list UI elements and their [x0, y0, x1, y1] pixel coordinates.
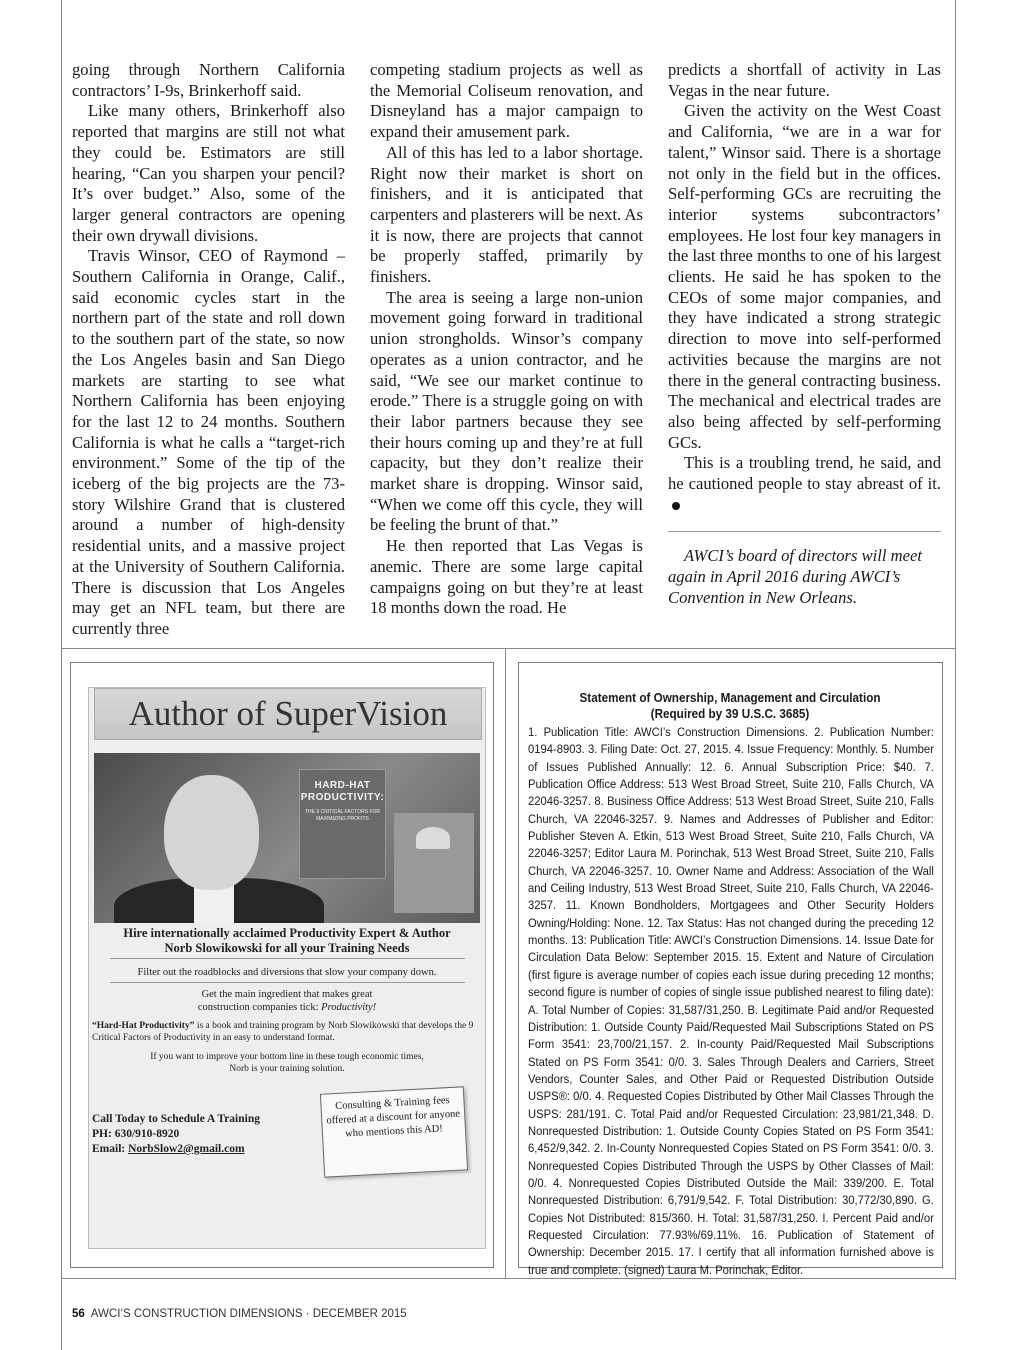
ad-hardhat-bold: “Hard-Hat Productivity”: [92, 1021, 195, 1031]
ad-improve-line2: Norb is your training solution.: [229, 1064, 345, 1074]
ad-filter-text: Filter out the roadblocks and diversions that slow your company down.: [137, 967, 437, 978]
paragraph: Given the activity on the West Coast and California, “we are in a war for talent,” Winsor said. There is a shortage not only in the field but in the offices. Self-performing GCs are recruiting the interior systems subcontractors’ employees. He lost four key managers in the last three months to one of his largest clients. He said he has spoken to the CEOs of some major companies, and they have indicated a strong strategic direction to move into self-performed activities because the margins are not there in the general contracting business. The mechanical and electrical trades are also being affected by self-performing GCs.: [668, 101, 941, 452]
page-footer: [72, 1308, 407, 1320]
ad-email: [92, 1142, 302, 1157]
article-column-1: [72, 60, 345, 640]
ad-phone: [92, 1127, 302, 1142]
ad-headline-line2: Norb Slowikowski for all your Training Needs: [164, 941, 410, 955]
paragraph: predicts a shortfall of activity in Las Vegas in the near future.: [668, 60, 941, 100]
paragraph-text: This is a troubling trend, he said, and he cautioned people to stay abreast of it.: [668, 453, 941, 494]
article-column-2: [370, 60, 643, 619]
ad-phone-label: PH:: [92, 1128, 112, 1140]
page-number: 56: [72, 1308, 85, 1320]
paragraph: going through Northern California contractors’ I-9s, Brinkerhoff said.: [72, 60, 345, 100]
closing-note: AWCI’s board of directors will meet again in April 2016 during AWCI’s Convention in New Orleans.: [668, 546, 922, 607]
ad-ingredient-emphasis: Productivity!: [321, 1002, 377, 1013]
book-cover: [299, 769, 386, 879]
statement-title: [550, 690, 910, 722]
author-photo-head: [164, 775, 259, 890]
ad-improve-text: [94, 1051, 480, 1075]
statement-body: 1. Publication Title: AWCI’s Construction Dimensions. 2. Publication Number: 0194-8903. 3. Filing Date: Oct. 27, 2015. 4. Issue Frequency: Monthly. 5. Number of Issues Published Annually: 12. 6. Annual Subscription Price: $40. 7. Publication Office Address: 513 West Broad Street, Suite 210, Falls Church, VA 22046-3257. 8. Business Office Address: 513 West Broad Street, Suite 210, Falls Church, VA 22046-3257. 9. Names and Addresses of Publisher and Editor: Publisher Steven A. Etkin, 513 West Broad Street, Suite 210, Falls Church, VA 22046-3257; Editor Laura M. Porinchak, 513 West Broad Street, Suite 210, Falls Church, VA 22046-3257. 10. Owner Name and Address: Association of the Wall and Ceiling Industry, 513 West Broad Street, Suite 210, Falls Church, VA 22046-3257. 11. Known Bondholders, Mortgagees and Other Security Holders Owning/Holding: None. 12. Tax Status: Has not changed during the preceding 12 months. 13: Publication Title: AWCI’s Construction Dimensions. 14. Issue Date for Circulation Data Below: September 2015. 15. Extent and Nature of Circulation (first figure is average number of copies each issue during preceding 12 months; second figure is number of copies of single issue published nearest to filing date): A. Total Number of Copies: 31,587/31,250. B. Legitimate Paid and/or Requested Distribution: 1. Outside County Paid/Requested Mail Subscriptions Stated on PS Form 3541: 23,700/21,157. 2. In-county Paid/Requested Mail Subscriptions Stated on PS Form 3541: 0/0. 3. Sales Through Dealers and Carriers, Street Vendors, Counter Sales, and Other Paid or Requested Distribution Outside USPS®: 0/0. 4. Requested Copies Distributed by Other Mail Classes Through the USPS: 281/191. C. Total Paid and/or Requested Circulation: 23,981/21,348. D. Nonrequested Distribution: 1. Outside County Copies Stated on PS Form 3541: 6,452/9,342. 2. In-County Nonrequested Copies Stated on PS Form 3541: 0/0. 3. Nonrequested Copies Distributed Through the USPS by Other Classes of Mail: 0/0. 4. Nonrequested Copies Distributed Outside the Mail: 339/200. E. Total Nonrequested Distribution: 6,791/9,542. F. Total Distribution: 30,772/30,890. G. Copies Not Distributed: 815/360. H. Total: 31,587/31,250. I. Percent Paid and/or Requested Circulation: 77.93%/69.11%. 16. Publication of Statement of Ownership: December 2015. 17. I certify that all information furnished above is true and complete. (signed) Laura M. Porinchak, Editor.: [528, 725, 934, 1277]
ad-discount-note: Consulting & Training fees offered at a discount for anyone who mentions this AD!: [320, 1086, 468, 1177]
ad-ingredient-line2-text: construction companies tick:: [197, 1002, 319, 1013]
ad-ingredient-line2: [94, 1001, 480, 1014]
article-column-3: [668, 60, 941, 609]
page-margin-line-right: [955, 0, 956, 1280]
ad-contact: [92, 1112, 302, 1157]
ad-photo: [94, 753, 480, 923]
paragraph-last: [668, 453, 941, 515]
paragraph: The area is seeing a large non-union movement going forward in traditional union strongholds. Winsor’s company operates as a union contractor, and he said, “We see our market continue to erode.” There is a struggle going on with their labor partners because they see their hours coming up and they’re at full capacity, but they don’t realize their market share is dropping. Winsor said, “When we come off this cycle, they will be feeling the brunt of that.”: [370, 287, 643, 535]
paragraph: Travis Winsor, CEO of Raymond – Southern California in Orange, Calif., said economic cycles start in the northern part of the state and roll down to the southern part of the state, so now the Los Angeles basin and San Diego markets are starting to see what Northern California has been enjoying for the last 12 to 24 months. Southern California is what he calls a “target-rich environment.” Some of the tip of the iceberg of the big projects are the 73-story Wilshire Grand that is clustered around a number of high-density residential units, and a massive project at the University of Southern California. There is discussion that Los Angeles may get an NFL team, but there are currently three: [72, 246, 345, 638]
section-divider: [61, 648, 956, 649]
book-title: HARD-HAT PRODUCTIVITY:: [300, 780, 385, 803]
ad-title: Author of SuperVision: [94, 688, 482, 740]
end-mark-icon: [672, 502, 680, 510]
statement-title-line1: Statement of Ownership, Management and Circulation: [579, 690, 881, 705]
book-subtitle: THE 9 CRITICAL FACTORS FOR MAXIMIZING PROFITS: [304, 809, 380, 822]
page-margin-line-left: [61, 0, 62, 1350]
ad-headline-line1: Hire internationally acclaimed Productivity Expert & Author: [123, 926, 451, 940]
ad-ingredient-text: [94, 988, 480, 1014]
box-divider: [505, 648, 506, 1278]
ad-headline: [94, 926, 480, 956]
ad-phone-number: 630/910-8920: [114, 1128, 180, 1140]
ad-email-label: Email:: [92, 1143, 126, 1155]
divider: [668, 531, 941, 532]
paragraph: competing stadium projects as well as the Memorial Coliseum renovation, and Disneyland has a major campaign to expand their amusement park.: [370, 60, 643, 142]
paragraph: Like many others, Brinkerhoff also reported that margins are still not what they could be. Estimators are still hearing, “Can you sharpen your pencil? It’s over budget.” Also, some of the larger general contractors are opening their own drywall divisions.: [72, 101, 345, 245]
ad-hardhat-rest: is a book and training program by Norb Slowikowski that develops the 9 Critical Factors of Productivity in an easy to understand format.: [92, 1021, 474, 1043]
paragraph: He then reported that Las Vegas is anemic. There are some large capital campaigns going on but they’re at least 18 months down the road. He: [370, 536, 643, 618]
statement-title-line2: (Required by 39 U.S.C. 3685): [650, 706, 810, 721]
ad-email-link[interactable]: NorbSlow2@gmail.com: [128, 1143, 245, 1155]
paragraph: All of this has led to a labor shortage. Right now their market is short on finishers, and it is anticipated that carpenters and plasterers will be next. As it is now, there are projects that cannot be properly staffed, primarily by finishers.: [370, 142, 643, 287]
ad-call-heading: Call Today to Schedule A Training: [92, 1113, 260, 1125]
ad-hardhat-text: [92, 1020, 482, 1044]
hard-hat-icon: [416, 827, 450, 849]
publication-info: AWCI’S CONSTRUCTION DIMENSIONS · DECEMBER 2015: [90, 1308, 407, 1320]
ad-ingredient-line1: Get the main ingredient that makes great: [201, 989, 373, 1000]
ad-improve-line1: If you want to improve your bottom line in these tough economic times,: [150, 1052, 424, 1062]
ad-divider: [110, 958, 465, 959]
ad-divider: [110, 982, 465, 983]
